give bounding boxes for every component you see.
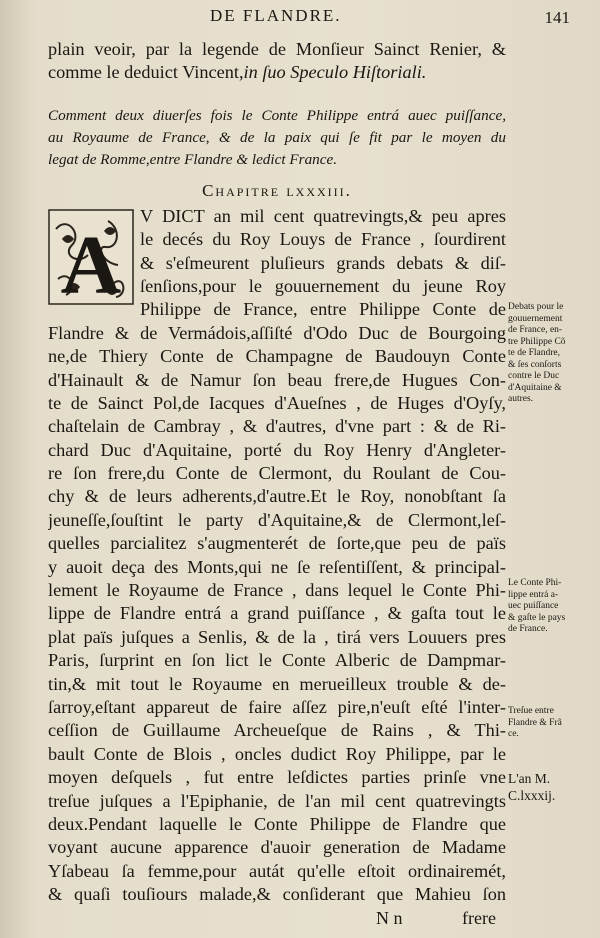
- text-line: Yſabeau ſa femme,pour autát qu'elle eſtoit ordinairemét,: [48, 860, 506, 881]
- continued-text: [48, 322, 506, 907]
- text-line: ceſſion de Guillaume Archeueſque de Rains , & Thi-: [48, 720, 506, 741]
- running-title: DE FLANDRE.: [210, 6, 342, 25]
- text-line: ſenſions,pour le gouuernement du jeune Roy: [140, 275, 506, 296]
- margin-note-line: de France, en-: [508, 325, 563, 335]
- text-line: V DICT an mil cent quatrevingts,& peu apres: [140, 205, 506, 226]
- margin-note-line: Treſue entre: [508, 706, 554, 716]
- page-footer: [48, 907, 506, 931]
- heading-line: au Royaume de France, & de la paix qui ſe fit par le moyen du: [48, 128, 506, 146]
- running-head: [210, 6, 570, 28]
- text-line: y auoit deça des Monts,qui ne ſe reſentiſſent, & principal-: [48, 556, 506, 577]
- text-line: lement le Royaume de France , dans lequel le Conte Phi-: [48, 580, 506, 601]
- text-line: Philippe de France, entre Philippe Conte de: [140, 299, 506, 320]
- margin-note-line: L'an M.: [508, 771, 551, 786]
- text-line: le decés du Roy Louys de France , ſourdirent: [140, 229, 506, 250]
- text-line: [48, 61, 506, 84]
- text-line: ne,de Thiery Conte de Champagne de Baudouyn Conte: [48, 346, 506, 367]
- margin-note: [508, 578, 596, 636]
- margin-note-line: uec puiſſance: [508, 601, 559, 611]
- margin-note-line: d'Aquitaine &: [508, 382, 562, 393]
- text-line: jeuneſſe,ſouſtint le party d'Aquitaine,& de Clermont,leſ-: [48, 509, 506, 530]
- margin-note-line: contre le Duc: [508, 371, 560, 381]
- text-line: tin,& mit tout le Royaume en merueilleux trouble & de-: [48, 673, 506, 694]
- opening-paragraph: [48, 205, 506, 322]
- main-text: [48, 38, 506, 931]
- text-line: quelles parcialitez s'augmenterét de ſorte,que peu de païs: [48, 533, 506, 554]
- margin-note-line: & gaſte le pays: [508, 612, 566, 623]
- text-line: voyant aucune apparence d'auoir generation de Madame: [48, 837, 506, 858]
- text-line: deux.Pendant laquelle le Conte Philippe de Flandre que: [48, 813, 506, 834]
- initial-letter: A: [60, 218, 122, 305]
- margin-note-line: autres.: [508, 394, 534, 404]
- text-line: plat païs juſques a Senlis, & de la , tirá vers Louuers pres: [48, 626, 506, 647]
- margin-note-line: lippe entrá a-: [508, 589, 559, 600]
- text-line: treſue juſques a l'Epiphanie, de l'an mil cent quatrevingts: [48, 790, 506, 811]
- margin-note: [508, 302, 596, 406]
- signature-mark: N n: [376, 907, 403, 928]
- text-line: plain veoir, par la legende de Monſieur Sainct Renier, &: [48, 39, 506, 59]
- text-line: bault Conte de Blois , oncles dudict Roy Philippe, par le: [48, 743, 506, 764]
- margin-note-line: C.lxxxij.: [508, 788, 556, 803]
- heading-line: Comment deux diuerſes fois le Conte Philippe entrá auec puiſſance,: [48, 106, 506, 124]
- text-line: moyen deſquels , fut entre leſdictes parties prinſe vne: [48, 767, 506, 788]
- text-line: chy & de leurs adherents,d'autre.Et le Roy, nonobſtant ſa: [48, 486, 506, 507]
- text-line: lippe de Flandre entrá a grand puiſſance , & gaſta tout le: [48, 603, 506, 624]
- text-line: te de Sainct Pol,de Iacques d'Aueſnes , de Huges d'Oyſy,: [48, 392, 506, 413]
- margin-note-line: te de Flandre,: [508, 348, 560, 358]
- text-line: re ſon frere,du Conte de Clermont, du Roulant de Cou-: [48, 463, 506, 484]
- margin-note-line: de France.: [508, 624, 548, 634]
- catchword: frere: [462, 907, 496, 928]
- text-line: Flandre & de Vermádois,aſſiſté d'Odo Duc de Bourgoing: [48, 322, 506, 343]
- text-line: d'Hainault & de Namur ſon beau frere,de Hugues Con-: [48, 369, 506, 390]
- chapter-summary-heading: [48, 105, 506, 171]
- margin-note: [508, 706, 596, 741]
- margin-note-date: [508, 770, 596, 804]
- margin-note-line: Debats pour le: [508, 302, 564, 312]
- text-line: & s'eſmeurent pluſieurs grands debats & diſ-: [140, 252, 506, 273]
- page-number: 141: [544, 8, 570, 27]
- ornamental-initial-a-icon: [48, 209, 134, 305]
- text-line: ſarroy,eſtant appareut de faire aſſez pire,n'euſt eſté l'inter-: [48, 696, 506, 717]
- chapter-number: Chapitre lxxxiii.: [202, 180, 352, 200]
- text-fragment: comme le deduict Vincent,: [48, 62, 244, 83]
- heading-line: legat de Romme,entre Flandre & ledict France.: [48, 150, 338, 168]
- text-line: chaſtelain de Cambray , & d'autres, d'vne part : & de Ri-: [48, 416, 506, 437]
- italic-citation: in ſuo Speculo Hiſtoriali.: [243, 62, 427, 83]
- margin-note-line: tre Philippe Cõ: [508, 336, 566, 347]
- text-line: Paris, ſurprint en ſon lict le Conte Alberic de Dampmar-: [48, 650, 506, 671]
- margin-note-line: gouuernement: [508, 313, 563, 324]
- margin-note-line: Flandre & Frã: [508, 717, 562, 728]
- margin-note-line: & ſes conſorts: [508, 359, 562, 370]
- text-line: chard Duc d'Aquitaine, porté du Roy Henry d'Angleter-: [48, 439, 506, 460]
- margin-note-line: ce.: [508, 729, 519, 739]
- text-line: & quaſi touſiours malade,& conſiderant que Mahieu ſon: [48, 884, 506, 905]
- decorated-initial: [48, 209, 134, 305]
- margin-note-line: Le Conte Phi-: [508, 578, 562, 588]
